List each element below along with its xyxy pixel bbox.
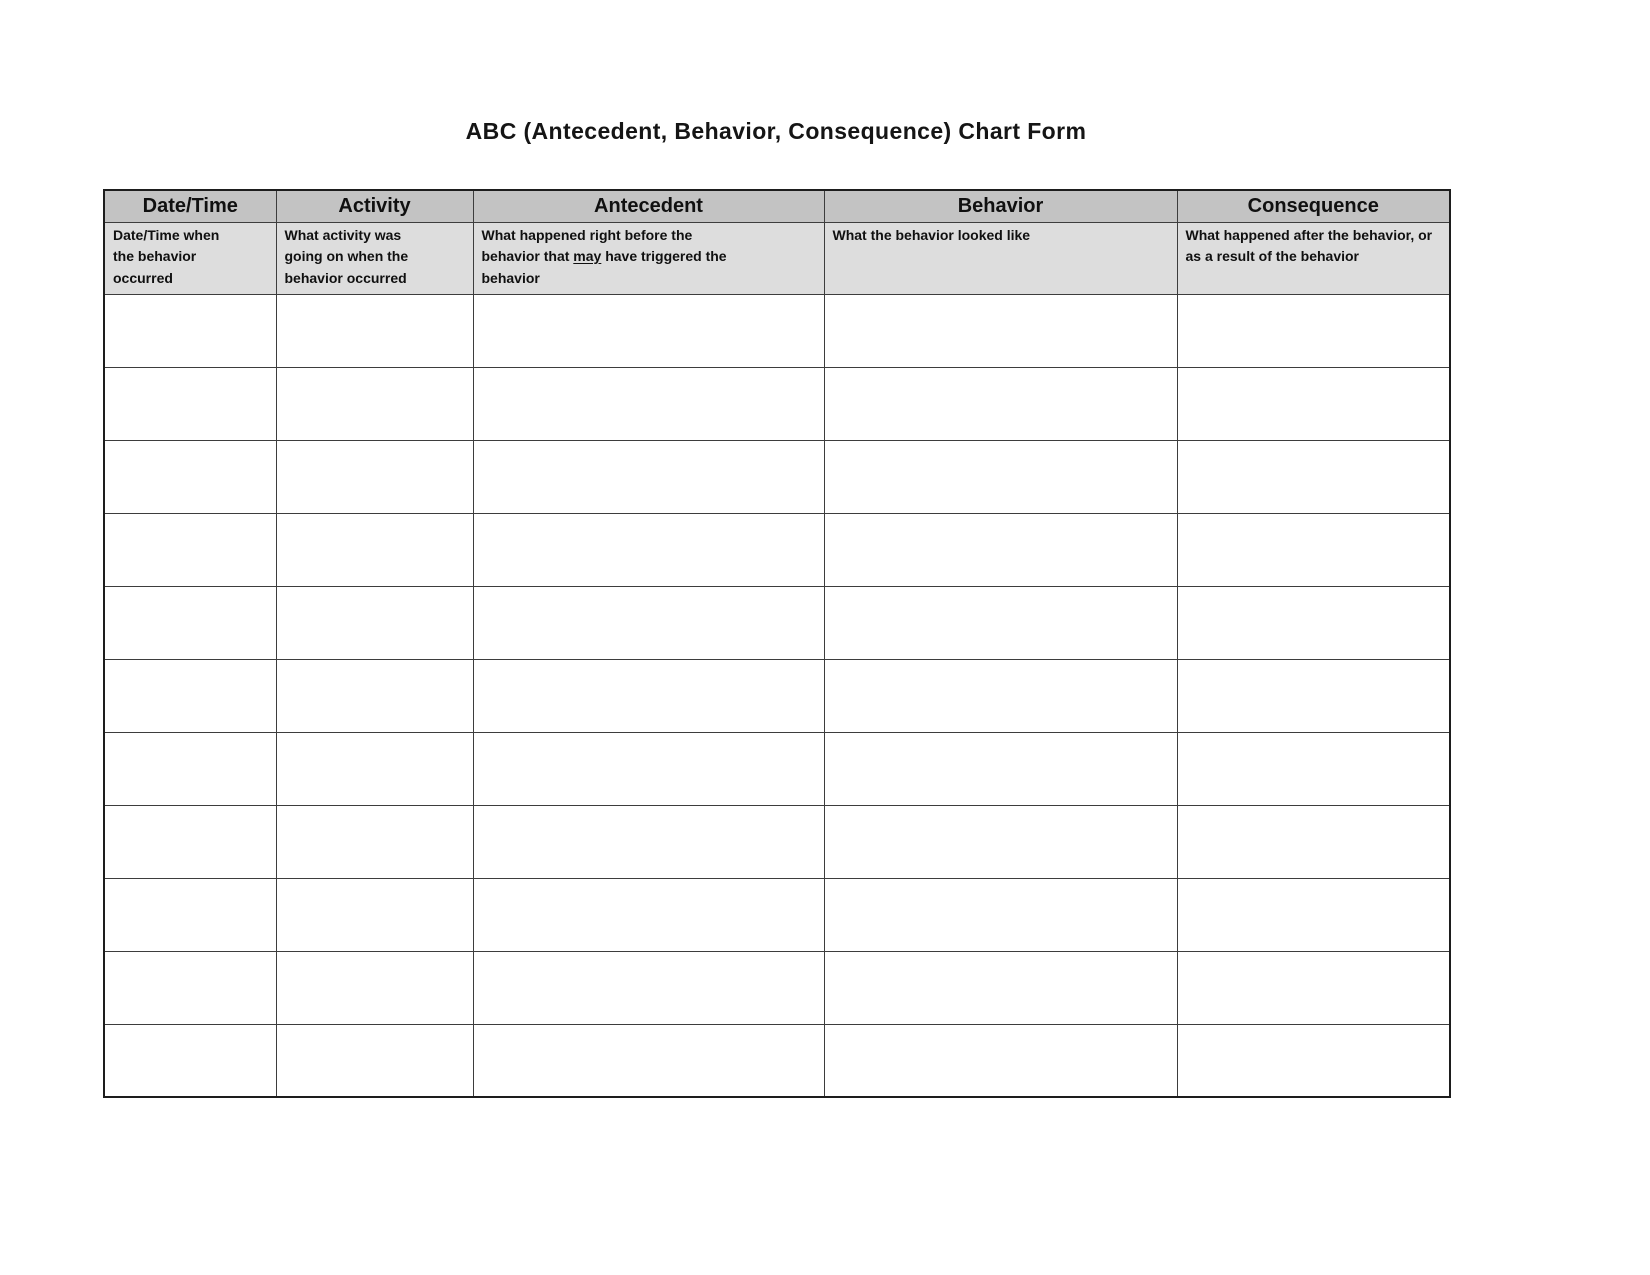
empty-cell <box>824 440 1177 513</box>
empty-cell <box>276 805 473 878</box>
empty-cell <box>276 294 473 367</box>
empty-cell <box>824 951 1177 1024</box>
empty-row <box>104 659 1450 732</box>
empty-cell <box>473 513 824 586</box>
empty-cell <box>473 1024 824 1097</box>
header-behavior: Behavior <box>824 190 1177 222</box>
empty-cell <box>824 586 1177 659</box>
empty-cell <box>104 951 276 1024</box>
empty-cell <box>473 732 824 805</box>
empty-cell <box>1177 659 1450 732</box>
empty-cell <box>1177 951 1450 1024</box>
empty-cell <box>473 586 824 659</box>
empty-cell <box>276 951 473 1024</box>
description-consequence: What happened after the behavior, or as a result of the behavior <box>1177 222 1450 294</box>
empty-row <box>104 1024 1450 1097</box>
empty-cell <box>104 878 276 951</box>
empty-cell <box>1177 367 1450 440</box>
abc-chart-table <box>103 189 1451 1098</box>
description-behavior: What the behavior looked like <box>824 222 1177 294</box>
empty-cell <box>104 367 276 440</box>
description-antecedent: What happened right before the behavior that may have triggered the behavior <box>473 222 824 294</box>
empty-cell <box>276 440 473 513</box>
header-date-time: Date/Time <box>104 190 276 222</box>
empty-cell <box>824 659 1177 732</box>
empty-cell <box>1177 440 1450 513</box>
empty-cell <box>276 513 473 586</box>
empty-row <box>104 367 1450 440</box>
empty-cell <box>1177 805 1450 878</box>
empty-cell <box>1177 513 1450 586</box>
empty-cell <box>104 586 276 659</box>
empty-cell <box>104 805 276 878</box>
empty-cell <box>104 440 276 513</box>
empty-cell <box>473 878 824 951</box>
empty-cell <box>473 659 824 732</box>
empty-cell <box>824 732 1177 805</box>
empty-cell <box>824 1024 1177 1097</box>
empty-row <box>104 513 1450 586</box>
empty-cell <box>1177 294 1450 367</box>
empty-cell <box>824 367 1177 440</box>
empty-cell <box>276 659 473 732</box>
empty-cell <box>1177 1024 1450 1097</box>
header-antecedent: Antecedent <box>473 190 824 222</box>
empty-cell <box>104 732 276 805</box>
empty-row <box>104 586 1450 659</box>
empty-cell <box>473 951 824 1024</box>
header-consequence: Consequence <box>1177 190 1450 222</box>
empty-cell <box>473 367 824 440</box>
empty-cell <box>104 294 276 367</box>
empty-cell <box>104 659 276 732</box>
header-activity: Activity <box>276 190 473 222</box>
empty-row <box>104 805 1450 878</box>
empty-row <box>104 951 1450 1024</box>
empty-cell <box>1177 878 1450 951</box>
empty-cell <box>276 732 473 805</box>
empty-cell <box>824 805 1177 878</box>
empty-cell <box>824 878 1177 951</box>
empty-cell <box>276 878 473 951</box>
empty-cell <box>1177 732 1450 805</box>
empty-cell <box>473 294 824 367</box>
description-row <box>104 222 1450 294</box>
empty-row <box>104 294 1450 367</box>
empty-row <box>104 732 1450 805</box>
header-row <box>104 190 1450 222</box>
form-title: ABC (Antecedent, Behavior, Consequence) Chart Form <box>465 118 1087 144</box>
table-body <box>104 294 1450 1097</box>
empty-cell <box>473 440 824 513</box>
empty-cell <box>824 513 1177 586</box>
empty-cell <box>276 586 473 659</box>
empty-cell <box>473 805 824 878</box>
description-date-time: Date/Time when the behavior occurred <box>104 222 276 294</box>
description-activity: What activity was going on when the behavior occurred <box>276 222 473 294</box>
empty-row <box>104 878 1450 951</box>
empty-cell <box>824 294 1177 367</box>
empty-cell <box>1177 586 1450 659</box>
empty-cell <box>276 367 473 440</box>
empty-cell <box>276 1024 473 1097</box>
empty-cell <box>104 513 276 586</box>
empty-row <box>104 440 1450 513</box>
empty-cell <box>104 1024 276 1097</box>
